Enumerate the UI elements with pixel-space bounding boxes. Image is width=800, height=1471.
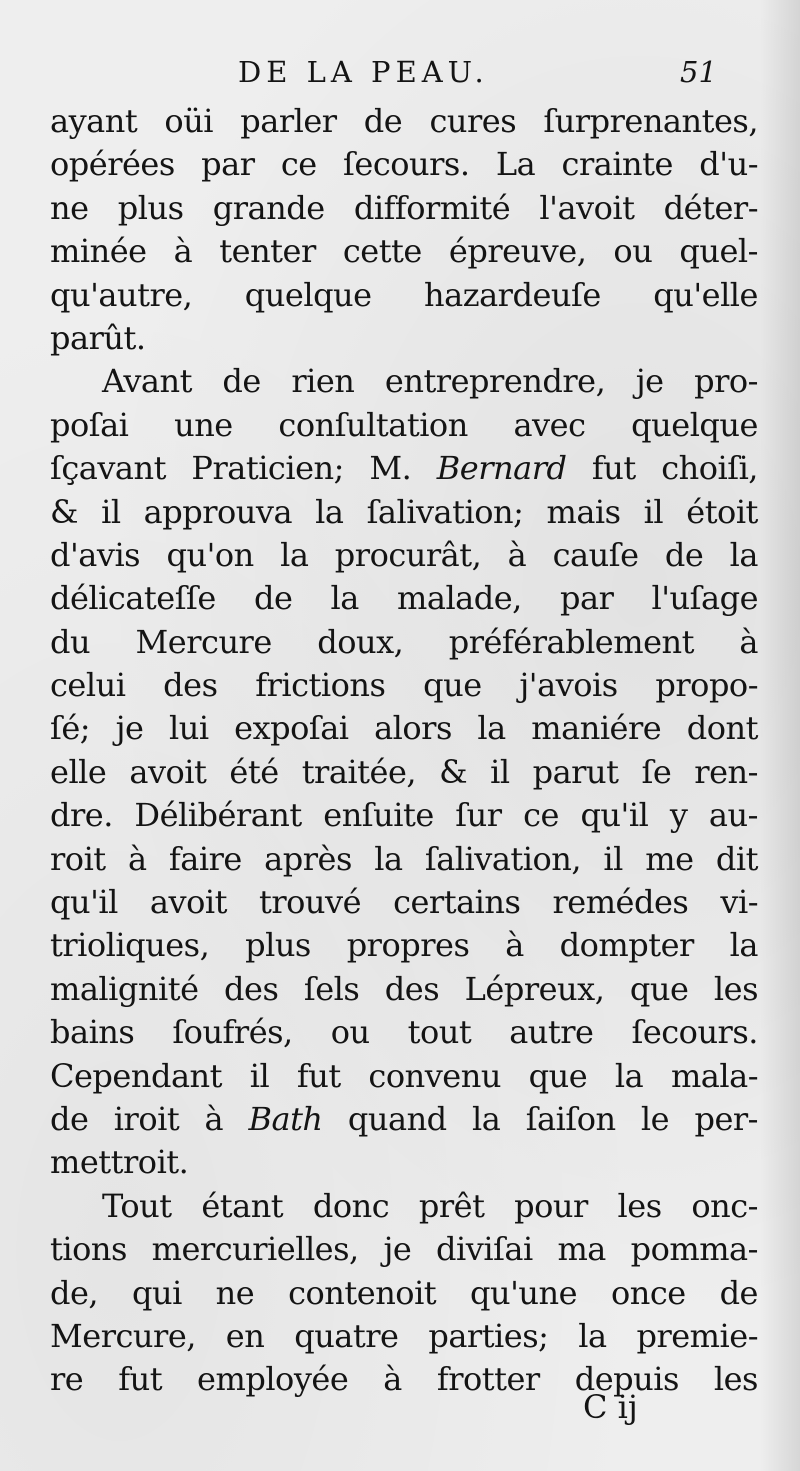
text-line bbox=[50, 1011, 758, 1054]
text-line bbox=[50, 664, 758, 707]
text-word: ſecours. bbox=[343, 145, 470, 184]
text-word: minée bbox=[50, 232, 147, 271]
text-word: de bbox=[222, 362, 261, 401]
text-word: ou bbox=[330, 1013, 370, 1052]
text-word: il bbox=[101, 492, 121, 531]
text-word: les bbox=[713, 969, 758, 1008]
text-word: avoit bbox=[149, 883, 227, 922]
text-word: je bbox=[635, 362, 664, 401]
text-word: du bbox=[50, 622, 91, 661]
text-word: la bbox=[374, 839, 403, 878]
text-word: maniére bbox=[531, 709, 662, 748]
text-word: remédes bbox=[552, 883, 689, 922]
text-word: ce bbox=[523, 796, 559, 835]
text-word: dont bbox=[686, 709, 758, 748]
text-word: Praticien; bbox=[191, 449, 344, 488]
text-word: mettroit. bbox=[50, 1143, 189, 1182]
text-line bbox=[50, 404, 758, 447]
text-word: trioliques, bbox=[50, 926, 210, 965]
text-word: conſultation bbox=[278, 405, 468, 444]
text-word: frictions bbox=[255, 666, 386, 705]
text-word: premie- bbox=[636, 1316, 758, 1355]
text-line bbox=[50, 1098, 758, 1141]
text-line bbox=[50, 924, 758, 967]
text-word: préférablement bbox=[448, 622, 694, 661]
text-word: à bbox=[173, 232, 193, 271]
text-word: ren- bbox=[694, 752, 758, 791]
text-line bbox=[50, 794, 758, 837]
text-word: ſçavant bbox=[50, 449, 166, 488]
text-word: il bbox=[249, 1056, 270, 1095]
text-word: Cependant bbox=[50, 1056, 222, 1095]
text-word: étoit bbox=[686, 492, 758, 531]
text-word: épreuve, bbox=[448, 232, 587, 271]
text-word: poſai bbox=[50, 405, 129, 444]
text-word: ma bbox=[557, 1230, 606, 1269]
text-line bbox=[50, 621, 758, 664]
text-word: parties; bbox=[428, 1316, 549, 1355]
text-word: ſoufrés, bbox=[172, 1013, 293, 1052]
text-line bbox=[50, 143, 758, 186]
text-word: à bbox=[505, 926, 524, 965]
text-word: que bbox=[423, 666, 482, 705]
text-word: bains bbox=[50, 1013, 135, 1052]
text-line bbox=[50, 1055, 758, 1098]
text-word: la bbox=[280, 535, 309, 574]
text-word: les bbox=[617, 1186, 662, 1225]
text-word: propo- bbox=[655, 666, 758, 705]
text-word: à bbox=[204, 1099, 224, 1138]
text-line bbox=[50, 534, 758, 577]
text-word: expoſai bbox=[234, 709, 349, 748]
running-head: DE LA PEAU. bbox=[238, 55, 489, 89]
text-word: la bbox=[614, 1056, 644, 1095]
text-word: tenter bbox=[219, 232, 316, 271]
text-word: parut bbox=[532, 752, 619, 791]
text-word: je bbox=[115, 709, 144, 748]
text-word: donc bbox=[312, 1186, 390, 1225]
text-word: par bbox=[201, 145, 255, 184]
text-word: quelque bbox=[244, 275, 372, 314]
text-word: procurât, bbox=[334, 535, 482, 574]
text-word: approuva bbox=[143, 492, 293, 531]
text-word: des bbox=[224, 969, 279, 1008]
body-text bbox=[50, 100, 758, 1402]
text-word: per- bbox=[694, 1099, 758, 1138]
text-word: mala- bbox=[670, 1056, 758, 1095]
text-word: ſels bbox=[303, 969, 360, 1008]
text-word: il bbox=[603, 839, 623, 878]
text-line bbox=[50, 100, 758, 143]
text-word: qui bbox=[131, 1273, 182, 1312]
text-word: oüi bbox=[164, 102, 214, 140]
text-word: cauſe bbox=[552, 535, 639, 574]
text-word: qu'une bbox=[470, 1273, 578, 1312]
text-word: & bbox=[439, 752, 468, 791]
text-word: difformité bbox=[353, 188, 511, 227]
text-word: enſuite bbox=[323, 796, 434, 835]
text-word: l'avoit bbox=[539, 188, 635, 227]
text-word: qu'il bbox=[50, 883, 118, 922]
text-word: diviſai bbox=[436, 1230, 533, 1269]
text-word: parût. bbox=[50, 318, 146, 357]
text-word: au- bbox=[708, 796, 758, 835]
text-word: pro- bbox=[694, 362, 758, 401]
text-word: quand bbox=[347, 1099, 447, 1138]
text-line bbox=[50, 1358, 758, 1401]
page-gutter-shadow bbox=[760, 0, 800, 1471]
text-line bbox=[50, 317, 758, 360]
text-word: la bbox=[729, 926, 758, 965]
text-word: faire bbox=[168, 839, 242, 878]
text-line bbox=[50, 751, 758, 794]
text-word: autre bbox=[509, 1013, 594, 1052]
text-word: malignité bbox=[50, 969, 199, 1008]
text-word: le bbox=[640, 1099, 670, 1138]
text-word: je bbox=[383, 1230, 412, 1269]
text-word: parler bbox=[240, 102, 337, 140]
text-line bbox=[50, 360, 758, 403]
text-line bbox=[50, 968, 758, 1011]
text-word: ayant bbox=[50, 102, 138, 140]
text-word: plus bbox=[117, 188, 184, 227]
text-line bbox=[50, 230, 758, 273]
text-word: la bbox=[729, 535, 758, 574]
text-word: plus bbox=[245, 926, 311, 965]
text-word: ſur bbox=[455, 796, 502, 835]
text-line bbox=[50, 1185, 758, 1228]
text-word: délicateſſe bbox=[50, 579, 216, 618]
text-word: entreprendre, bbox=[384, 362, 606, 401]
text-word: de bbox=[664, 535, 704, 574]
text-word: doux, bbox=[317, 622, 404, 661]
text-word: quel- bbox=[679, 232, 758, 271]
text-word: qu'il bbox=[580, 796, 649, 835]
text-word: Avant bbox=[102, 362, 192, 401]
text-word: ou bbox=[613, 232, 653, 271]
text-word: mercurielles, bbox=[151, 1230, 359, 1269]
text-word: tout bbox=[407, 1013, 472, 1052]
text-word: convenu bbox=[368, 1056, 501, 1095]
text-word: à bbox=[128, 839, 147, 878]
text-word: choiſi, bbox=[661, 449, 758, 488]
text-word: Tout bbox=[102, 1186, 172, 1225]
text-word: été bbox=[229, 752, 279, 791]
text-word: des bbox=[384, 969, 440, 1008]
text-word: contenoit bbox=[288, 1273, 437, 1312]
text-word: dre. bbox=[50, 796, 113, 835]
text-line bbox=[50, 1228, 758, 1271]
text-word: Bath bbox=[248, 1099, 323, 1138]
text-word: ſé; bbox=[50, 709, 91, 748]
text-word: malade, bbox=[397, 579, 522, 618]
text-word: qu'elle bbox=[653, 275, 758, 314]
text-line bbox=[50, 881, 758, 924]
text-word: trouvé bbox=[258, 883, 362, 922]
text-word: par bbox=[560, 579, 614, 618]
text-line bbox=[50, 491, 758, 534]
text-word: en bbox=[225, 1316, 265, 1355]
text-word: j'avois bbox=[519, 666, 618, 705]
text-line bbox=[50, 447, 758, 490]
text-word: rien bbox=[291, 362, 355, 401]
text-word: ce bbox=[280, 145, 317, 184]
text-word: Délibérant bbox=[134, 796, 302, 835]
text-line bbox=[50, 187, 758, 230]
text-word: onc- bbox=[691, 1186, 758, 1225]
text-word: de, bbox=[50, 1273, 99, 1312]
text-word: une bbox=[174, 405, 233, 444]
text-line bbox=[50, 1272, 758, 1315]
text-word: quatre bbox=[294, 1316, 399, 1355]
text-word: y bbox=[669, 796, 688, 835]
text-word: opérées bbox=[50, 145, 175, 184]
text-word: avec bbox=[513, 405, 586, 444]
text-word: propres bbox=[346, 926, 470, 965]
text-word: re bbox=[50, 1360, 84, 1399]
text-word: ſe bbox=[641, 752, 672, 791]
text-word: dit bbox=[715, 839, 758, 878]
text-word: étant bbox=[201, 1186, 284, 1225]
text-word: crainte bbox=[561, 145, 673, 184]
text-word: fut bbox=[296, 1056, 341, 1095]
text-word: déter- bbox=[663, 188, 758, 227]
text-word: l'uſage bbox=[651, 579, 758, 618]
text-word: d'avis bbox=[50, 535, 141, 574]
text-word: dompter bbox=[559, 926, 694, 965]
text-word: la bbox=[477, 709, 506, 748]
text-word: Lépreux, bbox=[464, 969, 605, 1008]
text-word: avoit bbox=[129, 752, 207, 791]
text-word: la bbox=[472, 1099, 501, 1138]
text-word: fut bbox=[591, 449, 636, 488]
text-word: me bbox=[645, 839, 694, 878]
text-word: que bbox=[629, 969, 689, 1008]
text-word: roit bbox=[50, 839, 106, 878]
text-word: vi- bbox=[720, 883, 758, 922]
text-word: les bbox=[713, 1360, 758, 1399]
text-word: & bbox=[50, 492, 78, 531]
text-word: M. bbox=[369, 449, 412, 488]
text-word: pomma- bbox=[630, 1230, 758, 1269]
text-word: certains bbox=[393, 883, 521, 922]
text-word: hazardeuſe bbox=[424, 275, 601, 314]
text-word: cures bbox=[429, 102, 517, 140]
text-word: Bernard bbox=[436, 449, 567, 488]
text-word: lui bbox=[169, 709, 209, 748]
text-line bbox=[50, 274, 758, 317]
text-word: ſaiſon bbox=[525, 1099, 616, 1138]
text-word: la bbox=[315, 492, 344, 531]
text-word: Mercure bbox=[135, 622, 272, 661]
text-word: de bbox=[253, 579, 293, 618]
text-word: la bbox=[578, 1316, 607, 1355]
text-word: que bbox=[528, 1056, 588, 1095]
text-word: ſecours. bbox=[631, 1013, 758, 1052]
signature-mark: C ij bbox=[583, 1388, 638, 1426]
text-word: elle bbox=[50, 752, 107, 791]
text-word: à bbox=[507, 535, 527, 574]
text-word: de bbox=[50, 1099, 89, 1138]
text-word: tions bbox=[50, 1230, 127, 1269]
text-word: employée bbox=[197, 1360, 349, 1399]
text-word: pour bbox=[514, 1186, 588, 1225]
text-word: once bbox=[610, 1273, 686, 1312]
text-word: celui bbox=[50, 666, 126, 705]
text-word: alors bbox=[374, 709, 452, 748]
text-word: qu'on bbox=[166, 535, 254, 574]
text-word: grande bbox=[212, 188, 325, 227]
text-word: ſalivation; bbox=[366, 492, 524, 531]
text-line bbox=[50, 577, 758, 620]
text-word: après bbox=[264, 839, 352, 878]
text-word: la bbox=[330, 579, 359, 618]
text-word: qu'autre, bbox=[50, 275, 193, 314]
text-word: Mercure, bbox=[50, 1316, 196, 1355]
text-word: quelque bbox=[631, 405, 758, 444]
text-word: fut bbox=[118, 1360, 163, 1399]
text-line bbox=[50, 1141, 758, 1184]
text-word: cette bbox=[342, 232, 422, 271]
text-word: ſalivation, bbox=[424, 839, 582, 878]
text-word: à bbox=[739, 622, 758, 661]
text-word: il bbox=[643, 492, 664, 531]
text-word: La bbox=[495, 145, 536, 184]
text-word: de bbox=[719, 1273, 758, 1312]
page-number: 51 bbox=[680, 55, 717, 89]
text-word: depuis bbox=[574, 1360, 679, 1399]
text-line bbox=[50, 1315, 758, 1358]
text-word: à bbox=[383, 1360, 402, 1399]
text-word: il bbox=[490, 752, 510, 791]
text-word: iroit bbox=[113, 1099, 180, 1138]
text-line bbox=[50, 707, 758, 750]
text-word: de bbox=[363, 102, 403, 140]
text-word: traitée, bbox=[301, 752, 417, 791]
text-word: ne bbox=[50, 188, 89, 227]
text-line bbox=[50, 838, 758, 881]
text-word: ne bbox=[215, 1273, 255, 1312]
text-word: des bbox=[163, 666, 218, 705]
text-word: prêt bbox=[418, 1186, 485, 1225]
text-word: frotter bbox=[436, 1360, 540, 1399]
text-word: ſurprenantes, bbox=[543, 102, 758, 140]
text-word: mais bbox=[546, 492, 621, 531]
text-word: d'u- bbox=[699, 145, 758, 184]
